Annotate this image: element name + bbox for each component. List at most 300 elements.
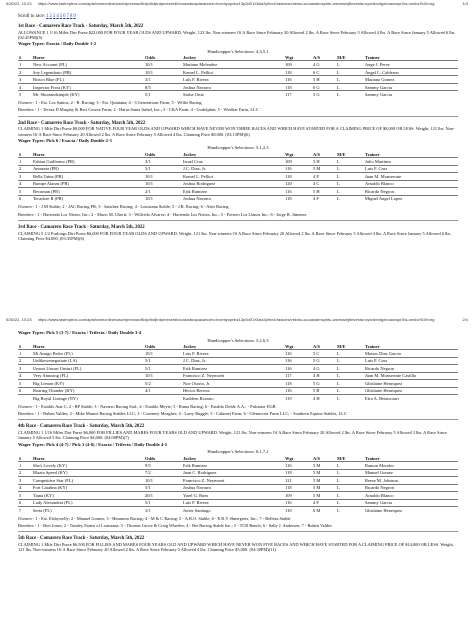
cell-as: 4 G [312, 61, 336, 69]
print-url[interactable]: https://www.lastmptrcs.com/apisfcmmonline/oacbrpnrsnaufilolp/rkdjtrdpmesrmlt/ccasnatuspasanoirs=lnxmtyopnbz13p0d01Xkba3p9xr4/rasloes/vrddsu-uuoanalmsphtu-wsmssmjtlnvesta=vyxnibrxtgxhoaoxspr0/a-onnlorSdXrorg [37, 2, 435, 6]
cell-odds: 5/1 [144, 165, 182, 173]
cell-num: 5 [18, 492, 32, 500]
race-conditions: CLAIMING 1 1/16 Miles Dirt Purse $6,000 FOR FILLIES AND MARES FOUR YEARS OLD AND UPWARD. Weight, 121 lbs. Non-winners Of A Race Since February 20 Allowed 2 lbs. A Race Since February 5 Allowed 3 lbs. A Race Since January 5 Allowed 5 lbs. Claiming Price $4,000. (04:00PM)(7) [18, 430, 447, 441]
cell-jockey: Luis F. Rivera [182, 499, 284, 507]
column-header-horse: Horse [33, 55, 45, 61]
table-row [18, 91, 458, 98]
cell-horse: Roaring Thunder (KY) [32, 387, 144, 395]
cell-horse: Rumpe Alanas (PR) [32, 180, 144, 188]
column-header-num: # [19, 151, 22, 157]
cell-num: 4 [18, 372, 32, 380]
cell-as: 4 H [312, 395, 336, 402]
cell-jockey: Hector Berrios [182, 387, 284, 395]
cell-me: L [336, 492, 364, 500]
cell-as: 5 M [312, 477, 336, 485]
cell-me: L [336, 477, 364, 485]
cell-odds: 5/2 [144, 380, 182, 388]
cell-as: 4 C [312, 180, 336, 188]
cell-jockey: Joshua Rodriguez [182, 180, 284, 188]
table-row [18, 380, 458, 388]
cell-wgt: 116 [284, 387, 312, 395]
scroll-link-race-8[interactable]: 8 [69, 14, 73, 19]
race-conditions: CLAIMING 5 1/2 Furlongs Dirt Purse $6,000 FOR FOUR YEAR OLDS AND UPWARD. Weight, 121 lbs. Non-winners Of A Race Since February 20 Allowed 2 lbs. A Race Since February 5 Allowed 4 lbs. A Race Since January 5 Allowed 6 lbs. Claiming Price $4,000. (03:35PM)(6) [18, 230, 452, 241]
cell-horse: Very Amusing (FL) [32, 372, 144, 380]
cell-wgt: 109 [284, 158, 312, 166]
column-header-wgt: Wgt [285, 151, 294, 157]
cell-me: L [336, 380, 364, 388]
cell-trainer: Efra A. Betancourt [364, 395, 458, 402]
cell-num: 4 [18, 484, 32, 492]
print-page-number: 2/4 [462, 317, 468, 322]
print-date: 5/30/22, 10:23 [6, 1, 32, 6]
cell-wgt: 118 [284, 507, 312, 514]
cell-horse: Inspector Frost (KY) [32, 83, 144, 91]
cell-horse: Amazeia (PR) [32, 165, 144, 173]
divider [18, 116, 458, 117]
cell-num: 1 [18, 350, 32, 358]
race-conditions: CLAIMING 1 Mile Dirt Purse $6,500 FOR FILLIES AND MARES FOUR YEARS OLD AND UPWARD WHICH HAVE NEVER WON FIVE RACES AND WHICH HAVE STARTED FOR A CLAIMING PRICE OF $14,000 OR LESS. Weight, 121 lbs. Non-winners Of A Race Since February 20 Allowed 2 lbs. A Race Since February 5 Allowed 4 lbs. Claiming Price $5,000. (04:30PM)(11) [18, 541, 454, 553]
entries-table [18, 55, 458, 98]
cell-as: 5 G [312, 91, 336, 98]
cell-jockey: Joshua Navarro [182, 83, 284, 91]
table-row [18, 477, 458, 485]
divider [18, 531, 458, 532]
cell-horse: Unsuri Unsuri Unsuri (FL) [32, 365, 144, 373]
race-title: 3rd Race - Camarero Race Track - Saturday, March 5th, 2022 [18, 224, 145, 230]
cell-wgt: 109 [284, 492, 312, 500]
column-header-num: # [19, 55, 22, 61]
cell-trainer: Luis F. Cruz [364, 165, 458, 173]
wager-types: Wager Types: Exacta / Daily Double 1-2 [18, 41, 97, 47]
race-title: 5th Race - Camarero Race Track - Saturday, March 5th, 2022 [18, 536, 145, 542]
cell-wgt: 116 [284, 350, 312, 358]
column-header-jockey: Jockey [183, 344, 197, 349]
scroll-link-race-7[interactable]: 7 [66, 14, 69, 19]
cell-horse: Big Royal Lineage (NY) [32, 395, 144, 402]
column-header-as: A/S [313, 344, 321, 349]
cell-trainer: Ricardo Negron [364, 365, 458, 373]
cell-me: L [336, 499, 364, 507]
cell-num: 2 [18, 68, 32, 76]
column-header-trainer: Trainer [365, 455, 380, 461]
print-page-2 [0, 316, 474, 632]
table-row [18, 68, 458, 76]
cell-odds: 5/1 [144, 365, 182, 373]
cell-wgt: 118 [284, 83, 312, 91]
cell-me: L [336, 350, 364, 358]
cell-odds: 10/1 [144, 195, 182, 202]
wager-types: Wager Types: Pick 6 / Exacta / Daily Double 2-3 [18, 137, 112, 143]
handicapper-selections: Handicapper's Selections: 5,1,2,3 [207, 145, 269, 151]
cell-jockey: Mariano Melendez [182, 61, 284, 69]
cell-jockey: Francisco Z. Neymoett [182, 372, 284, 380]
race-1 [18, 24, 458, 113]
cell-horse: Fort Catalina (KY) [32, 484, 144, 492]
cell-horse: Brisco Blue (FL) [32, 76, 144, 84]
cell-horse: Unlikewenegotiate (LA) [32, 357, 144, 365]
owners: Owners - 1 - Est. Elsbywelly; 2 - Manuel Gomez; 3 - Hmanoso Racing; 4 - M & C Racing; 5 - A.B.O. Stable; 6 - E.R.V Shnergries, Inc.; 7 - Belleza Stable [18, 515, 291, 521]
entries-table [18, 152, 458, 202]
cell-trainer: Jorge J. Perez [364, 61, 458, 69]
cell-jockey: Noe Osorio, Jr. [182, 380, 284, 388]
cell-odds: 2/1 [144, 188, 182, 196]
cell-trainer: Manuel Gomez [364, 469, 458, 477]
cell-wgt: 118 [284, 173, 312, 181]
wager-types: Wager Types: Pick 4 (4-7) / Pick 3 (4-6) / Exacta / Trifecta / Daily Double 4-5 [18, 441, 168, 447]
cell-jockey: Francisco Z. Neymoett [182, 477, 284, 485]
cell-as: 5 C [312, 350, 336, 358]
cell-as: 5 H [312, 158, 336, 166]
table-row [18, 499, 458, 507]
cell-trainer: Arnaldo Blanco [364, 180, 458, 188]
cell-as: 5 R [312, 387, 336, 395]
breeders: Breeders - 1 - Ruben Valdes; 2 - Mike Munoz Racing Stables LLC; 3 - Courtney Meagher; 4 - Larry Ruggle; 5 - Calumet Farm; 6 - Glenncrest Farm LLC; - Southern Equine Stables, LLC [18, 411, 347, 417]
cell-horse: Blazin Speed (KY) [32, 469, 144, 477]
cell-num: 3 [18, 477, 32, 485]
cell-horse: Big Lemon (KY) [32, 380, 144, 388]
cell-odds: 5/1 [144, 357, 182, 365]
cell-horse: Becoman (PR) [32, 188, 144, 196]
cell-trainer: Juan M. Monserrate [364, 173, 458, 181]
cell-trainer: Ghislaine Henriquez [364, 507, 458, 514]
cell-me: L [336, 462, 364, 470]
scroll-link-race-4[interactable]: 4 [56, 14, 59, 19]
cell-as: 5 H [312, 188, 336, 196]
column-header-me: M/E [337, 344, 346, 349]
cell-me: L [336, 173, 364, 181]
race-title: 1st Race - Camarero Race Track - Saturday, March 5th, 2022 [18, 23, 144, 29]
cell-as: 4 F [312, 499, 336, 507]
cell-wgt: 116 [284, 357, 312, 365]
table-row [18, 484, 458, 492]
column-header-me: M/E [337, 455, 346, 461]
cell-jockey: Erik Ramirez [182, 188, 284, 196]
column-header-me: M/E [337, 55, 346, 61]
cell-num: 3 [18, 365, 32, 373]
scroll-link-race-6[interactable]: 6 [63, 14, 66, 19]
cell-jockey: Joshua Navarro [182, 195, 284, 202]
column-header-jockey: Jockey [183, 151, 197, 157]
cell-horse: Serta (FL) [32, 507, 144, 514]
cell-as: 4 F [312, 173, 336, 181]
cell-jockey: Luis F. Rivera [182, 76, 284, 84]
cell-me: L [336, 469, 364, 477]
print-header [0, 316, 474, 326]
race-2 [18, 121, 458, 217]
column-header-wgt: Wgt [285, 55, 294, 61]
cell-trainer: Ramon Morales [364, 462, 458, 470]
column-header-horse: Horse [33, 151, 45, 157]
column-header-horse: Horse [33, 344, 45, 349]
cell-num: 3 [18, 76, 32, 84]
column-header-trainer: Trainer [365, 151, 380, 157]
cell-wgt: 118 [284, 484, 312, 492]
cell-trainer: Mariano Gomez [364, 76, 458, 84]
breeders: Breeders - 1 - Bret Jones; 2 - Tumley Farms of Louisiana; 3 - Thomas Grove & Craig Wheeler; 4 - Bet Racing Stable Inc.; 5 - TCR Ranch; 6 - Sally J. Andersen; 7 - Ruben Valdes [18, 522, 332, 528]
cell-jockey: Israel Cruz [182, 158, 284, 166]
scroll-to-race [18, 14, 458, 20]
cell-trainer: Ghislaine Henriquez [364, 380, 458, 388]
divider [18, 220, 458, 221]
cell-odds: 3/1 [144, 507, 182, 514]
cell-wgt: 109 [284, 61, 312, 69]
cell-horse: Mr. Shortandsimple (KY) [32, 91, 144, 98]
cell-num: 3 [18, 173, 32, 181]
cell-num: 6 [18, 499, 32, 507]
cell-me: L [336, 76, 364, 84]
column-header-as: A/S [313, 151, 321, 157]
cell-wgt: 121 [284, 477, 312, 485]
column-header-trainer: Trainer [365, 344, 380, 349]
table-row [18, 76, 458, 84]
column-header-odds: Odds [145, 55, 156, 61]
breeders: Breeders - 1 - Hacienda Los Nietos, Inc.; 2 - Mario M. Uberti; 3 - Wilfredo Alvarez; 4 - Hacienda Los Nietos, Inc.; 5 - Potrero Los Llanos Inc.; 6 - Jorge R. Jimenez [18, 211, 307, 217]
cell-me: L [336, 68, 364, 76]
cell-num [18, 395, 32, 402]
cell-jockey: Joshua Navarro [182, 484, 284, 492]
cell-horse: Fabian Guillermo (PR) [32, 158, 144, 166]
cell-horse: Lady Alexandria (FL) [32, 499, 144, 507]
cell-wgt: 118 [284, 380, 312, 388]
cell-num: 6 [18, 387, 32, 395]
cell-wgt: 120 [284, 180, 312, 188]
race-5 [18, 536, 458, 552]
column-header-odds: Odds [145, 151, 156, 157]
cell-num: 6 [18, 195, 32, 202]
table-row [18, 372, 458, 380]
cell-as: 6 G [312, 83, 336, 91]
owners: Owners - 1 - Est. Los Santos; 2 - R. Racing; 3 - Est. Quintana; 4 - 3 Generations Farm; 5 - Willie Racing [18, 99, 202, 105]
race-conditions: CLAIMING 1 Mile Dirt Purse $8,000 FOR NATIVE FOUR YEAR OLDS AND UPWARD WHICH HAVE NEVER WON THREE RACES AND WHICH HAVE STARTED FOR A CLAIMING PRICE OF $8,000 OR LESS. Weight, 121 lbs. Non-winners Of A Race Since February 20 Allowed 2 lbs. A Race Since February 5 Allowed 4 lbs. Claiming Price $8,000. (03:15PM)(6) [18, 126, 455, 137]
owners: Owners - 1 - J M Stable; 2 - JAC Racing PR; 3 - Sanchez Racing; 4 - Louisiana Stable; 5 - J.R. Racing; 6 - Aber Racing [18, 204, 229, 210]
cell-trainer: Sammy Garcia [364, 499, 458, 507]
cell-odds: 8/5 [144, 83, 182, 91]
cell-trainer: Julio Martinez [364, 158, 458, 166]
cell-num: 1 [18, 61, 32, 69]
cell-num: 1 [18, 462, 32, 470]
cell-wgt: 116 [284, 462, 312, 470]
cell-as: 6 C [312, 68, 336, 76]
cell-jockey: J.C. Diaz, Jr. [182, 357, 284, 365]
print-url[interactable]: https://www.lastmptrcs.com/apisfcmmonline/oacbrpnrsnaufilolp/rkdjtrdpmesrmlt/ccasnatuspasanoirs=lnxmtyopnbz13p0d01Xkba3p9xr4/rasloes/vrddsu-uuoanalmsphtu-wsmssmjtlnvesta=vyxnibrxtgxhoaoxspr0/a-onnlorSdXrorg [37, 318, 435, 322]
scroll-link-race-9[interactable]: 9 [73, 14, 76, 19]
cell-odds: 7/2 [144, 469, 182, 477]
cell-horse: Mi Amigo Pedro (FL) [32, 350, 144, 358]
cell-jockey: Erik Ramirez [182, 365, 284, 373]
cell-jockey: Kemel L. Pelliot [182, 68, 284, 76]
table-row [18, 492, 458, 500]
cell-me: L [336, 395, 364, 402]
cell-as: 5 M [312, 469, 336, 477]
scroll-link-race-3[interactable]: 3 [52, 14, 56, 19]
cell-num: 1 [18, 158, 32, 166]
cell-wgt: 116 [284, 76, 312, 84]
table-row [18, 395, 458, 402]
cell-horse: Soy Legendario (PR) [32, 68, 144, 76]
table-row [18, 83, 458, 91]
cell-trainer: Luis F. Cruz [364, 357, 458, 365]
print-header [0, 0, 474, 10]
race-4 [18, 424, 458, 528]
cell-horse: Bella Taina (PR) [32, 173, 144, 181]
cell-wgt: 118 [284, 469, 312, 477]
table-row [18, 507, 458, 514]
column-header-jockey: Jockey [183, 455, 197, 461]
cell-me: L [336, 165, 364, 173]
cell-wgt: 119 [284, 395, 312, 402]
cell-me: L [336, 484, 364, 492]
cell-odds: 10/1 [144, 350, 182, 358]
cell-me: L [336, 507, 364, 514]
cell-as: 5 H [312, 76, 336, 84]
cell-me: L [336, 83, 364, 91]
cell-trainer: Miguel Angel Lopez [364, 195, 458, 202]
cell-as: 5 G [312, 357, 336, 365]
table-row [18, 173, 458, 181]
cell-odds [144, 395, 182, 402]
cell-me: L [336, 357, 364, 365]
cell-odds: 10/1 [144, 68, 182, 76]
table-row [18, 165, 458, 173]
cell-me: L [336, 180, 364, 188]
cell-num: 4 [18, 83, 32, 91]
column-header-wgt: Wgt [285, 344, 294, 349]
cell-as: 4 G [312, 365, 336, 373]
table-row [18, 365, 458, 373]
cell-wgt: 116 [284, 499, 312, 507]
cell-jockey: Kemel L. Pelliot [182, 173, 284, 181]
cell-as: 5 M [312, 492, 336, 500]
cell-odds: 9/5 [144, 462, 182, 470]
cell-me: L [336, 372, 364, 380]
cell-trainer: Ricardo Negron [364, 484, 458, 492]
cell-as: 4 H [312, 372, 336, 380]
cell-odds: 3/1 [144, 158, 182, 166]
handicapper-selections: Handicapper's Selections: 5,2,6,3 [207, 337, 269, 343]
column-header-as: A/S [313, 455, 321, 461]
table-row [18, 180, 458, 188]
cell-trainer: Arnaldo Blanco [364, 492, 458, 500]
cell-wgt: 116 [284, 365, 312, 373]
entries-table [18, 344, 458, 402]
table-row [18, 188, 458, 196]
cell-odds: 10/1 [144, 372, 182, 380]
cell-jockey: Kaddern Rosario [182, 395, 284, 402]
cell-jockey: Sasha Ortiz [182, 91, 284, 98]
cell-odds: 10/1 [144, 61, 182, 69]
cell-num: 2 [18, 165, 32, 173]
cell-jockey: J.C. Diaz, Jr. [182, 165, 284, 173]
race-conditions: ALLOWANCE 1 1/16 Miles Dirt Purse $22,000 FOR FOUR YEAR OLDS AND UPWARD. Weight, 123 lbs. Non-winners Of A Race Since February 20 Allowed 2 lbs. A Race Since February 5 Allowed 4 lbs. A Race Since January 5 Allowed 6 lbs. (02:45PM)(5) [18, 29, 456, 40]
cell-num: 5 [18, 188, 32, 196]
column-header-horse: Horse [33, 455, 45, 461]
race-3 [18, 225, 458, 241]
cell-horse: New Account (PL) [32, 61, 144, 69]
column-header-num: # [19, 455, 22, 461]
cell-me: L [336, 91, 364, 98]
cell-as: 5 M [312, 462, 336, 470]
scroll-link-race-1[interactable]: 1 [46, 14, 49, 19]
column-header-num: # [19, 344, 22, 349]
cell-odds: 3/1 [144, 76, 182, 84]
cell-me: L [336, 188, 364, 196]
cell-wgt: 117 [284, 372, 312, 380]
cell-me: L [336, 387, 364, 395]
column-header-trainer: Trainer [365, 55, 380, 61]
cell-odds: 10/1 [144, 477, 182, 485]
cell-as: 5 M [312, 484, 336, 492]
cell-odds: 5/1 [144, 91, 182, 98]
cell-odds: 10/1 [144, 180, 182, 188]
cell-num: 7 [18, 507, 32, 514]
cell-wgt: 117 [284, 91, 312, 98]
print-page-number: 1/4 [462, 1, 468, 6]
table-row [18, 158, 458, 166]
cell-trainer: Sammy Garcia [364, 83, 458, 91]
cell-horse: Tiana (KY) [32, 492, 144, 500]
column-header-odds: Odds [145, 455, 156, 461]
column-header-wgt: Wgt [285, 455, 294, 461]
column-header-as: A/S [313, 55, 321, 61]
cell-horse: Competitive Star (FL) [32, 477, 144, 485]
cell-jockey: Luis F. Rivera [182, 350, 284, 358]
cell-num: 2 [18, 357, 32, 365]
table-row [18, 469, 458, 477]
breeders: Breeders - 1 - Teresa D Murphy & Bert Course Farm; 2 - Haras Santa Isabel, Inc.; 3 - CKA Farm; 4 - Godolphin; 5 - WinStar Farm, LLC [18, 107, 259, 113]
cell-me: L [336, 195, 364, 202]
cell-num: 4 [18, 180, 32, 188]
cell-num: 2 [18, 469, 32, 477]
cell-trainer: Moises Diaz Garcia [364, 350, 458, 358]
scroll-link-race-5[interactable]: 5 [59, 14, 63, 19]
wager-types: Wager Types: Pick 5 (3-7) / Exacta / Trifecta / Daily Double 3-4 [18, 330, 142, 335]
owners: Owners - 1 - Establo Ana C; 2 - RP Stable; 3 - Navarro Racing Stal.; 4 - Establo Meyte; 5 - Rama Racing; 6 - Establo Doble A.A.; - Pulsiator EGR [18, 403, 276, 409]
cell-jockey: Erik Ramirez [182, 462, 284, 470]
cell-odds: 5/1 [144, 499, 182, 507]
table-row [18, 195, 458, 202]
cell-trainer: Sammy Garcia [364, 91, 458, 98]
cell-trainer: Juan M. Monserrate Castillo [364, 372, 458, 380]
column-header-odds: Odds [145, 344, 156, 349]
cell-num: 5 [18, 380, 32, 388]
cell-trainer: Reese M. Johnson [364, 477, 458, 485]
race-3-continued [18, 330, 458, 416]
cell-wgt: 116 [284, 165, 312, 173]
cell-as: 5 G [312, 380, 336, 388]
cell-me: L [336, 61, 364, 69]
cell-me: L [336, 158, 364, 166]
scroll-link-race-2[interactable]: 2 [49, 14, 52, 19]
cell-jockey: Juan C. Rodriguez [182, 469, 284, 477]
cell-odds: 20/1 [144, 492, 182, 500]
cell-jockey: Yarel G. Rum [182, 492, 284, 500]
column-header-me: M/E [337, 151, 346, 157]
cell-horse: Tecadore R (PR) [32, 195, 144, 202]
cell-num: 5 [18, 91, 32, 98]
cell-trainer: Angel L. Calderon [364, 68, 458, 76]
column-header-jockey: Jockey [183, 55, 197, 61]
cell-trainer: Ghislaine Henriquez [364, 387, 458, 395]
cell-odds: 10/1 [144, 173, 182, 181]
scroll-label: Scroll to race: [18, 14, 45, 19]
handicapper-selections: Handicapper's Selections: 6,1,7,2 [207, 449, 269, 455]
cell-odds: 4/1 [144, 387, 182, 395]
cell-trainer: Ricardo Negron [364, 188, 458, 196]
cell-horse: She's Lovely (KY) [32, 462, 144, 470]
table-row [18, 357, 458, 365]
handicapper-selections: Handicapper's Selections: 4,3,5,1 [207, 48, 269, 54]
cell-jockey: Javier Santiago [182, 507, 284, 514]
